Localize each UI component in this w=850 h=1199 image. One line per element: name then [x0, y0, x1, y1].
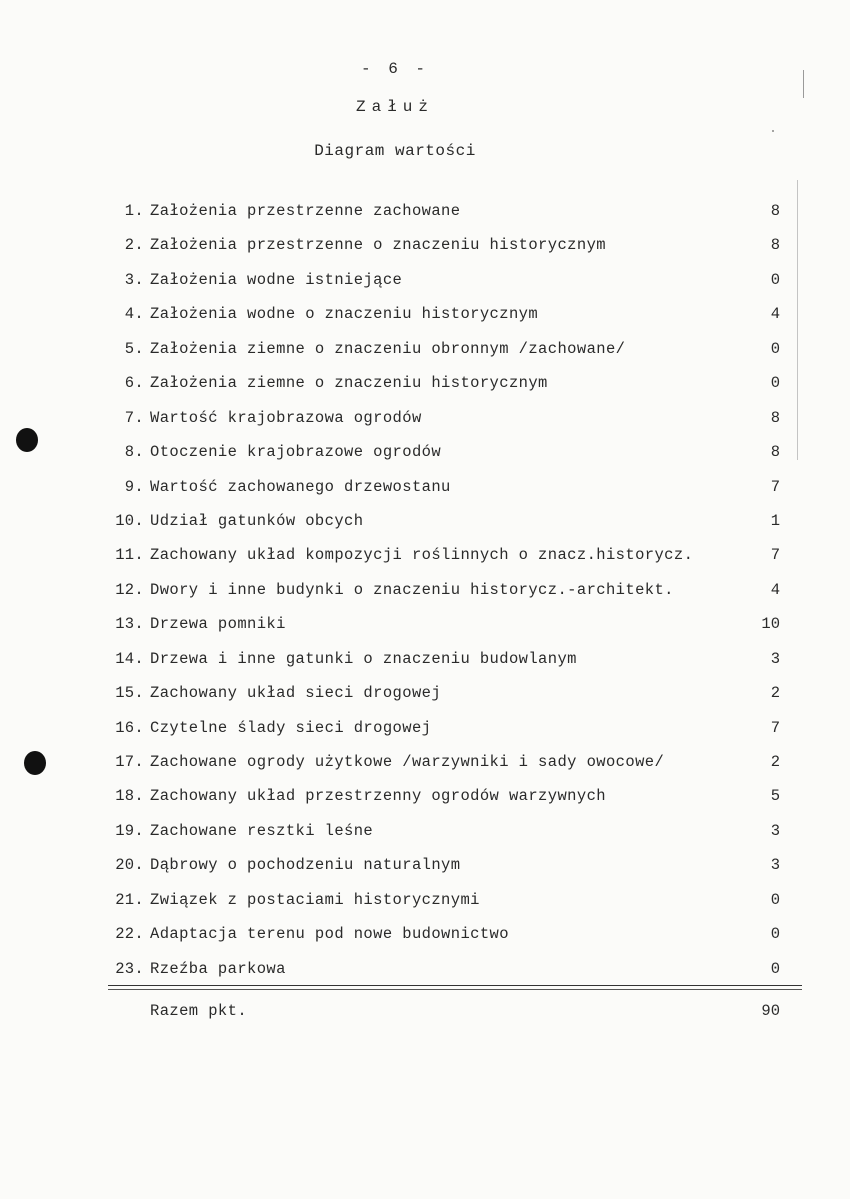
list-item [0, 748, 850, 782]
item-number: 1. [124, 202, 144, 220]
item-label: Założenia przestrzenne o znaczeniu historycznym [150, 236, 606, 255]
list-item [0, 300, 850, 334]
item-number: 15. [115, 684, 144, 703]
item-number: 8. [124, 443, 144, 462]
item-value: 5 [770, 787, 780, 806]
item-number: 13. [115, 615, 144, 634]
list-item [0, 817, 850, 851]
item-value: 8 [770, 202, 780, 220]
item-label: Założenia wodne istniejące [150, 270, 403, 289]
item-label: Udział gatunków obcych [150, 511, 364, 530]
list-item [0, 782, 850, 816]
item-number: 6. [124, 374, 144, 393]
item-label: Założenia ziemne o znaczeniu historycznym [150, 374, 548, 393]
item-value: 8 [770, 408, 780, 427]
value-list [0, 197, 850, 989]
item-number: 3. [124, 270, 144, 289]
item-label: Zachowane resztki leśne [150, 821, 374, 840]
item-label: Związek z postaciami historycznymi [150, 890, 480, 909]
item-value: 1 [770, 511, 780, 530]
list-item [0, 920, 850, 954]
list-item [0, 955, 850, 989]
item-value: 8 [770, 236, 780, 255]
item-label: Rzeźba parkowa [150, 959, 286, 978]
margin-mark [803, 70, 804, 98]
item-number: 12. [115, 580, 144, 599]
item-label: Czytelne ślady sieci drogowej [150, 718, 432, 737]
item-value: 0 [770, 374, 780, 393]
item-number: 14. [115, 649, 144, 668]
item-label: Założenia ziemne o znaczeniu obronnym /zachowane/ [150, 339, 626, 358]
item-value: 8 [770, 443, 780, 462]
item-number: 4. [124, 305, 144, 324]
item-value: 2 [770, 753, 780, 771]
list-item [0, 197, 850, 231]
list-item [0, 541, 850, 575]
total-value: 90 [761, 1002, 780, 1020]
item-label: Dąbrowy o pochodzeniu naturalnym [150, 856, 461, 875]
item-label: Otoczenie krajobrazowe ogrodów [150, 443, 442, 462]
item-value: 10 [761, 615, 780, 634]
item-value: 3 [770, 856, 780, 875]
page-number: - 6 - [360, 60, 429, 78]
item-number: 5. [124, 339, 144, 358]
item-label: Drzewa pomniki [150, 615, 286, 634]
list-item [0, 438, 850, 472]
item-number: 2. [124, 236, 144, 255]
item-value: 0 [770, 925, 780, 944]
item-number: 17. [115, 753, 144, 771]
item-number: 7. [124, 408, 144, 427]
item-value: 2 [770, 684, 780, 703]
list-item [0, 507, 850, 541]
item-value: 3 [770, 821, 780, 840]
item-value: 4 [770, 305, 780, 324]
item-label: Zachowany układ sieci drogowej [150, 684, 442, 703]
item-number: 10. [115, 511, 144, 530]
item-number: 21. [115, 890, 144, 909]
list-item [0, 404, 850, 438]
item-label: Wartość zachowanego drzewostanu [150, 477, 451, 496]
list-item [0, 679, 850, 713]
item-value: 0 [770, 339, 780, 358]
item-value: 7 [770, 477, 780, 496]
item-number: 16. [115, 718, 144, 737]
list-item [0, 335, 850, 369]
list-item [0, 369, 850, 403]
item-label: Założenia przestrzenne zachowane [150, 202, 461, 220]
item-value: 3 [770, 649, 780, 668]
item-label: Założenia wodne o znaczeniu historycznym [150, 305, 539, 324]
item-value: 7 [770, 718, 780, 737]
list-item [0, 714, 850, 748]
item-number: 19. [115, 821, 144, 840]
list-item [0, 851, 850, 885]
document-subheading: Diagram wartości [314, 142, 476, 160]
item-value: 0 [770, 890, 780, 909]
total-divider [108, 989, 802, 990]
list-item [0, 645, 850, 679]
list-item [0, 576, 850, 610]
item-label: Zachowany układ przestrzenny ogrodów warzywnych [150, 787, 606, 806]
total-label: Razem pkt. [150, 1002, 248, 1020]
speck [772, 130, 774, 132]
list-item [0, 473, 850, 507]
item-number: 22. [115, 925, 144, 944]
item-label: Dwory i inne budynki o znaczeniu historycz.-architekt. [150, 580, 674, 599]
list-item [0, 231, 850, 265]
item-label: Drzewa i inne gatunki o znaczeniu budowlanym [150, 649, 577, 668]
item-number: 20. [115, 856, 144, 875]
list-item [0, 610, 850, 644]
item-number: 9. [124, 477, 144, 496]
item-label: Wartość krajobrazowa ogrodów [150, 408, 422, 427]
list-item [0, 266, 850, 300]
item-number: 18. [115, 787, 144, 806]
item-value: 4 [770, 580, 780, 599]
item-value: 0 [770, 959, 780, 978]
item-number: 23. [115, 959, 144, 978]
list-item [0, 886, 850, 920]
item-label: Adaptacja terenu pod nowe budownictwo [150, 925, 509, 944]
total-divider [108, 985, 802, 986]
item-value: 0 [770, 270, 780, 289]
item-label: Zachowane ogrody użytkowe /warzywniki i sady owocowe/ [150, 753, 665, 771]
item-label: Zachowany układ kompozycji roślinnych o znacz.historycz. [150, 546, 694, 565]
item-number: 11. [115, 546, 144, 565]
document-heading: Załuż [355, 98, 434, 116]
item-value: 7 [770, 546, 780, 565]
